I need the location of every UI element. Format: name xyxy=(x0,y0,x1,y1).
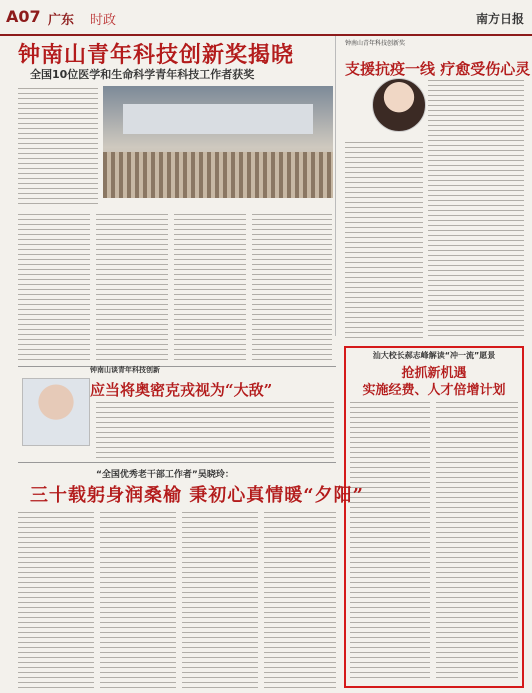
boxed-text-column-2 xyxy=(436,400,518,682)
feature-text-block xyxy=(96,400,334,458)
bottom-column-2 xyxy=(100,510,176,688)
audience-shape xyxy=(103,152,333,198)
person-portrait xyxy=(372,78,426,132)
boxed-title-line-1: 抢抓新机遇 xyxy=(401,366,467,381)
award-ceremony-photo xyxy=(103,86,333,198)
bottom-column-4 xyxy=(264,510,336,688)
lead-body-column-4 xyxy=(252,212,332,362)
bottom-rule xyxy=(18,462,336,463)
section-name: 广东 xyxy=(48,13,75,28)
bottom-kicker: “全国优秀老干部工作者”吴晓玲： xyxy=(96,470,234,480)
column-divider xyxy=(335,36,336,336)
section-rule xyxy=(18,366,336,367)
lead-text-block xyxy=(18,86,98,206)
lead-body-column-3 xyxy=(174,212,246,362)
lead-body-column-2 xyxy=(96,212,168,362)
right-headline: 支援抗疫一线 疗愈受伤心灵 xyxy=(345,60,531,78)
lead-headline: 钟南山青年科技创新奖揭晓 xyxy=(18,42,295,68)
page-number: A07 xyxy=(6,7,41,26)
bottom-column-3 xyxy=(182,510,258,688)
lead-body-column-1 xyxy=(18,212,90,362)
boxed-kicker: 汕大校长郝志峰解读“冲一流”愿景 xyxy=(372,351,496,360)
feature-portrait xyxy=(22,378,90,446)
right-text-block-1 xyxy=(428,78,524,338)
stage-shape xyxy=(123,104,313,134)
topic-name: 时政 xyxy=(90,13,117,28)
bottom-column-1 xyxy=(18,510,94,688)
right-kicker: 钟南山青年科技创新奖 xyxy=(345,40,406,47)
feature-headline: 应当将奥密克戎视为“大敌” xyxy=(90,381,273,399)
boxed-text-column-1 xyxy=(350,400,430,682)
masthead xyxy=(0,4,532,36)
feature-kicker: 钟南山谈青年科技创新 xyxy=(90,366,160,374)
right-text-block-2 xyxy=(345,140,423,338)
boxed-title-line-2: 实施经费、人才倍增计划 xyxy=(362,383,506,398)
lead-subhead: 全国10位医学和生命科学青年科技工作者获奖 xyxy=(30,68,255,81)
paper-logo: 南方日报 xyxy=(475,12,524,26)
bottom-headline: 三十载躬身润桑榆 秉初心真情暖“夕阳” xyxy=(30,485,364,506)
